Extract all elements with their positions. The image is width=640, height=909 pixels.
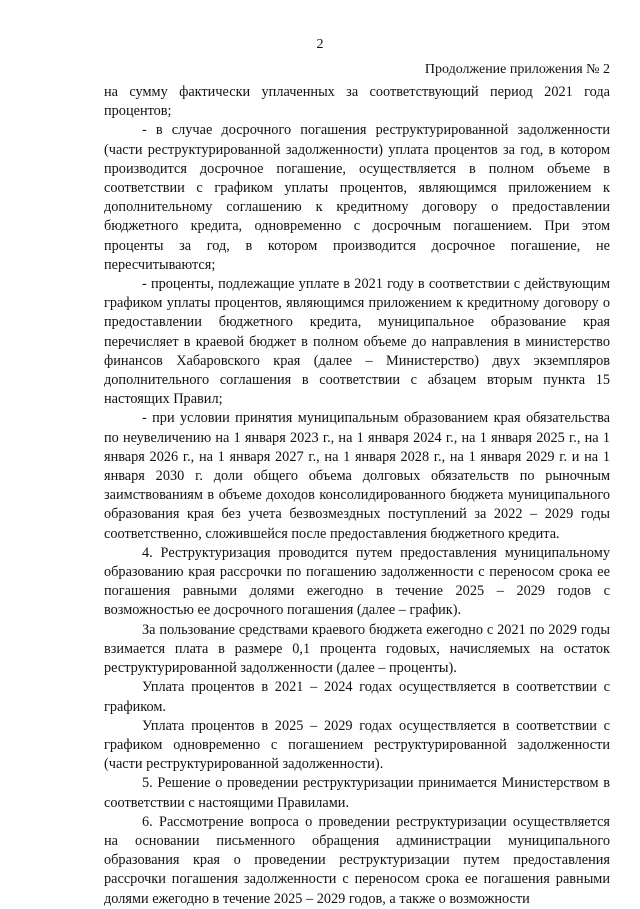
paragraph-continuation: на сумму фактически уплаченных за соответствующий период 2021 года процентов; [104, 84, 610, 120]
paragraph-interest-2021-2024: Уплата процентов в 2021 – 2024 годах осуществляется в соответствии с графиком. [104, 679, 610, 715]
paragraph-early-repayment: - в случае досрочного погашения реструктурированной задолженности (части реструктурированной задолженности) уплата процентов за год, в котором производится досрочное погашение, осуществляется в полном объеме в соответствии с графиком уплаты процентов, являющимся приложением к дополнительному соглашению к кредитному договору о предоставлении бюджетного кредита, одновременно с досрочным погашением. При этом проценты за год, в котором производится досрочное погашение, не пересчитываются; [104, 122, 610, 273]
paragraph-interest-2025-2029: Уплата процентов в 2025 – 2029 годах осуществляется в соответствии с графиком одновременно с погашением реструктурированной задолженности (части реструктурированной задолженности). [104, 717, 610, 773]
paragraph-fee: За пользование средствами краевого бюджета ежегодно с 2021 по 2029 годы взимается плата в размере 0,1 процента годовых, начисляемых на остаток реструктурированной задолженности (далее – проценты). [104, 621, 610, 677]
page-number: 2 [316, 37, 324, 52]
paragraph-interest-2021: - проценты, подлежащие уплате в 2021 году в соответствии с действующим графиком уплаты процентов, являющимся приложением к кредитному договору о предоставлении бюджетного кредита, муниципальное образование края перечисляет в краевой бюджет в полном объеме до направления в министерство финансов Хабаровского края (далее – Министерство) двух экземпляров дополнительного соглашения в соответствии с абзацем вторым пункта 15 настоящих Правил; [104, 276, 610, 408]
paragraph-item-6: 6. Рассмотрение вопроса о проведении реструктуризации осуществляется на основании письменного обращения администрации муниципального образования края о проведении реструктуризации путем предоставления рассрочки погашения задолженности с переносом срока ее погашения равными долями ежегодно в течение 2025 – 2029 годов, а также о возможности [104, 813, 610, 907]
paragraph-borrowing-obligation: - при условии принятия муниципальным образованием края обязательства по неувеличению на 1 января 2023 г., на 1 января 2024 г., на 1 января 2025 г., на 1 января 2026 г., на 1 января 2027 г., на 1 января 2028 г., на 1 января 2029 г. и на 1 января 2030 г. доли общего объема долговых обязательств по рыночным заимствованиям в объеме доходов консолидированного бюджета муниципального образования края без учета безвозмездных поступлений за 2022 – 2029 годы соответственно, сложившейся после предоставления бюджетного кредита. [104, 410, 610, 542]
document-body [104, 83, 610, 909]
paragraph-item-4: 4. Реструктуризация проводится путем предоставления муниципальному образованию края рассрочки по погашению задолженности с переносом срока ее погашения равными долями ежегодно в течение 2025 – 2029 годов с возможностью ее досрочного погашения (далее – график). [104, 544, 610, 619]
paragraph-item-5: 5. Решение о проведении реструктуризации принимается Министерством в соответствии с настоящими Правилами. [104, 775, 610, 811]
appendix-continuation-note: Продолжение приложения № 2 [424, 62, 610, 77]
